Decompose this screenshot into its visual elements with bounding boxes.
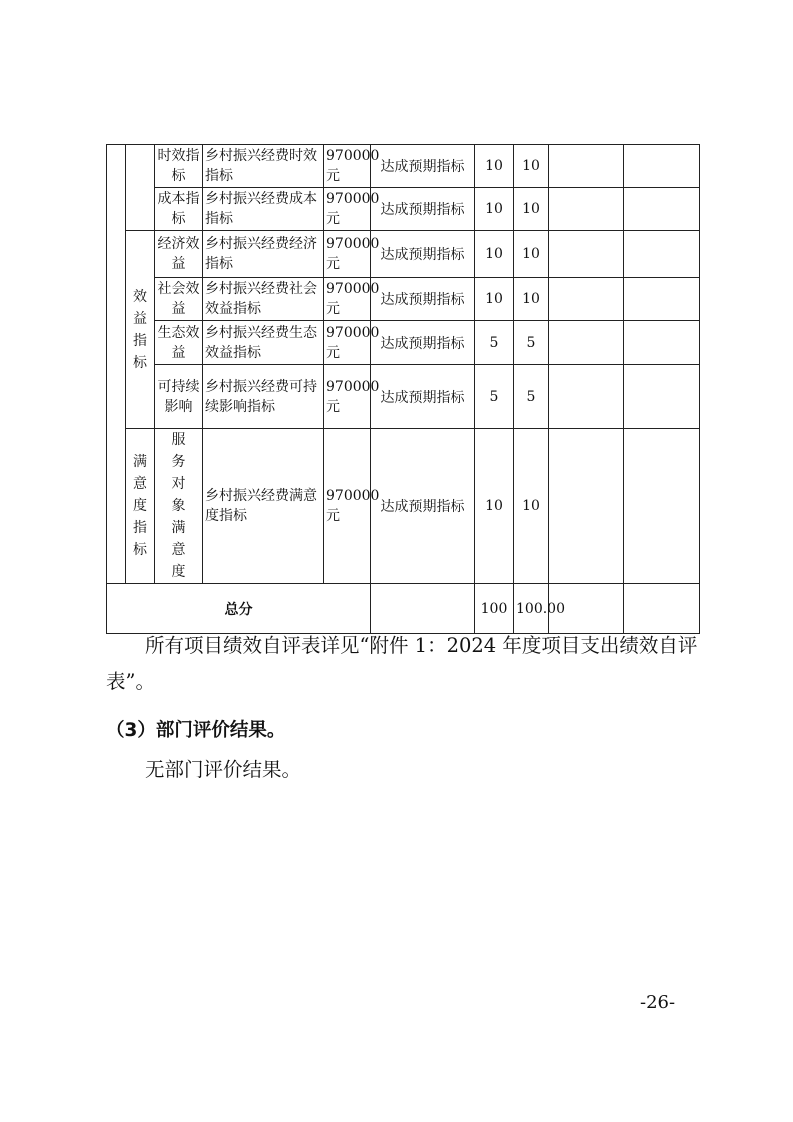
result-paragraph: 无部门评价结果。: [145, 758, 302, 781]
amount-cell: 970000元: [324, 231, 371, 278]
indicator-name-cell: 乡村振兴经费生态效益指标: [203, 321, 324, 365]
amount-cell: 970000元: [324, 278, 371, 321]
target-cell: 达成预期指标: [371, 429, 475, 584]
attachment-paragraph: 所有项目绩效自评表详见“附件 1：2024 年度项目支出绩效自评表”。: [106, 634, 698, 693]
total-label: 总分: [107, 584, 371, 634]
table-row: [107, 145, 700, 188]
target-cell: 达成预期指标: [371, 278, 475, 321]
score-cell: 5: [514, 365, 549, 429]
level3-cell: 社会效益: [155, 278, 203, 321]
score-cell: 10: [514, 278, 549, 321]
level3-cell: 经济效益: [155, 231, 203, 278]
total-score-cell: 100.00: [514, 584, 549, 634]
level2-cell: 效益指标: [126, 231, 155, 429]
level1-cell: [107, 145, 126, 584]
blank-cell: [624, 231, 700, 278]
level3-cell: 生态效益: [155, 321, 203, 365]
weight-cell: 5: [475, 321, 514, 365]
total-weight-cell: 100: [475, 584, 514, 634]
table-row: [107, 429, 700, 584]
blank-cell: [549, 231, 624, 278]
indicator-name-cell: 乡村振兴经费可持续影响指标: [203, 365, 324, 429]
weight-cell: 10: [475, 429, 514, 584]
amount-cell: 970000元: [324, 145, 371, 188]
score-cell: 10: [514, 231, 549, 278]
indicator-name-cell: 乡村振兴经费满意度指标: [203, 429, 324, 584]
weight-cell: 5: [475, 365, 514, 429]
score-cell: 10: [514, 429, 549, 584]
table-row: [107, 188, 700, 231]
blank-cell: [549, 321, 624, 365]
table-row: [107, 231, 700, 278]
level2-cell: [126, 145, 155, 231]
blank-cell: [624, 278, 700, 321]
blank-cell: [549, 429, 624, 584]
target-cell: 达成预期指标: [371, 321, 475, 365]
table-row: [107, 278, 700, 321]
blank-cell: [549, 188, 624, 231]
level2-cell: 满意度指标: [126, 429, 155, 584]
performance-table: [106, 144, 700, 634]
blank-cell: [624, 145, 700, 188]
total-row: [107, 584, 700, 634]
indicator-name-cell: 乡村振兴经费经济指标: [203, 231, 324, 278]
amount-cell: 970000元: [324, 365, 371, 429]
blank-cell: [624, 321, 700, 365]
blank-cell: [624, 584, 700, 634]
weight-cell: 10: [475, 278, 514, 321]
table-row: [107, 321, 700, 365]
target-cell: 达成预期指标: [371, 145, 475, 188]
blank-cell: [549, 145, 624, 188]
level3-cell: 时效指标: [155, 145, 203, 188]
level3-cell: 成本指标: [155, 188, 203, 231]
score-cell: 10: [514, 188, 549, 231]
total-target-cell: [371, 584, 475, 634]
blank-cell: [624, 365, 700, 429]
weight-cell: 10: [475, 231, 514, 278]
blank-cell: [549, 365, 624, 429]
target-cell: 达成预期指标: [371, 365, 475, 429]
weight-cell: 10: [475, 188, 514, 231]
target-cell: 达成预期指标: [371, 188, 475, 231]
blank-cell: [549, 278, 624, 321]
amount-cell: 970000元: [324, 188, 371, 231]
score-cell: 10: [514, 145, 549, 188]
level3-cell: 服务对象满意度: [155, 429, 203, 584]
target-cell: 达成预期指标: [371, 231, 475, 278]
indicator-name-cell: 乡村振兴经费时效指标: [203, 145, 324, 188]
level3-cell: 可持续影响: [155, 365, 203, 429]
indicator-name-cell: 乡村振兴经费社会效益指标: [203, 278, 324, 321]
score-cell: 5: [514, 321, 549, 365]
amount-cell: 970000元: [324, 321, 371, 365]
amount-cell: 970000元: [324, 429, 371, 584]
weight-cell: 10: [475, 145, 514, 188]
blank-cell: [624, 188, 700, 231]
table-row: [107, 365, 700, 429]
section-heading: （3）部门评价结果。: [106, 720, 286, 741]
blank-cell: [624, 429, 700, 584]
indicator-name-cell: 乡村振兴经费成本指标: [203, 188, 324, 231]
page-number: -26-: [640, 992, 676, 1013]
